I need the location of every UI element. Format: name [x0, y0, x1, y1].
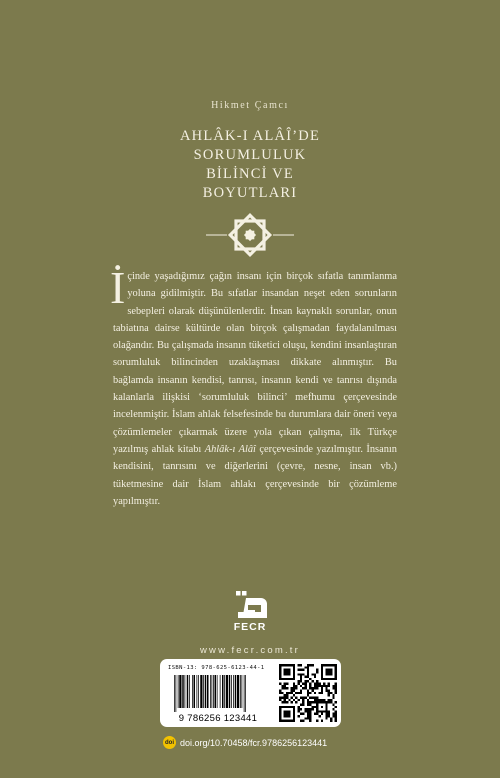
author-name: Hikmet Çamcı [211, 100, 289, 111]
barcode-number: 9 786256 123441 [178, 713, 258, 724]
octagram-ornament-icon [200, 206, 300, 264]
title-line-4: BOYUTLARI [202, 185, 298, 201]
blurb-text-1: çinde yaşadığımız çağın insanı için birçok sıfatla tanımlanma yoluna gidilmiştir. Bu sıfatlar insandan neşet eden sorunların sebepleri olarak düşünülenlerdir. İnsan kaynaklı sorunlar, onun tabiatına dairse kültürde olan birçok çalışmadan faydalanılması olağandır. Bu çalışmada insanın tüketici oluşu, kendini insanlaştıran sorumluluk bilincinden uzaklaşması dikkate alınmıştır. Bu bağlamda insanın kendisi, tanrısı, insanın kendi ve tanrısı dışında kalanlarla ilişkisi ‘sorumluluk bilinci’ mefhumu çerçevesinde incelenmiştir. İslam ahlak felsefesinde bu durumlara dair öneri veya çözümlemeler çıkarmak üzere yola çıkan çalışma, ilk Türkçe yazılmış ahlak kitabı [113, 271, 397, 455]
title-line-1: AHLÂK-I ALÂÎ’DE [179, 128, 320, 144]
isbn-barcode [168, 673, 273, 716]
title-line-3: BİLİNCİ VE [206, 166, 294, 182]
doi-badge-icon: doi [163, 736, 176, 749]
blurb [110, 262, 397, 510]
blurb-text-2: çerçevesinde yazılmıştır. İnsanın kendisini, tanrısını ve diğerlerini (çevre, nesne, insan vb.) tüketmesine dair İslam ahlakı çerçevesinde bir çözümleme yapılmıştır. [113, 443, 397, 507]
drop-cap: İ [110, 262, 126, 313]
doi-link[interactable]: doi.org/10.70458/fcr.9786256123441 [180, 737, 328, 748]
blurb-book-title: Ahlâk-ı Alâî [204, 443, 256, 455]
publisher-name: FECR [233, 621, 267, 633]
book-title [0, 127, 500, 203]
doi-row [163, 736, 327, 749]
qr-code-icon [279, 664, 337, 722]
title-line-2: SORUMLULUK [193, 147, 307, 163]
blurb-paragraph [110, 262, 397, 510]
isbn-label: ISBN-13: 978-625-6123-44-1 [168, 665, 265, 671]
publisher-website: www.fecr.com.tr [199, 645, 301, 656]
